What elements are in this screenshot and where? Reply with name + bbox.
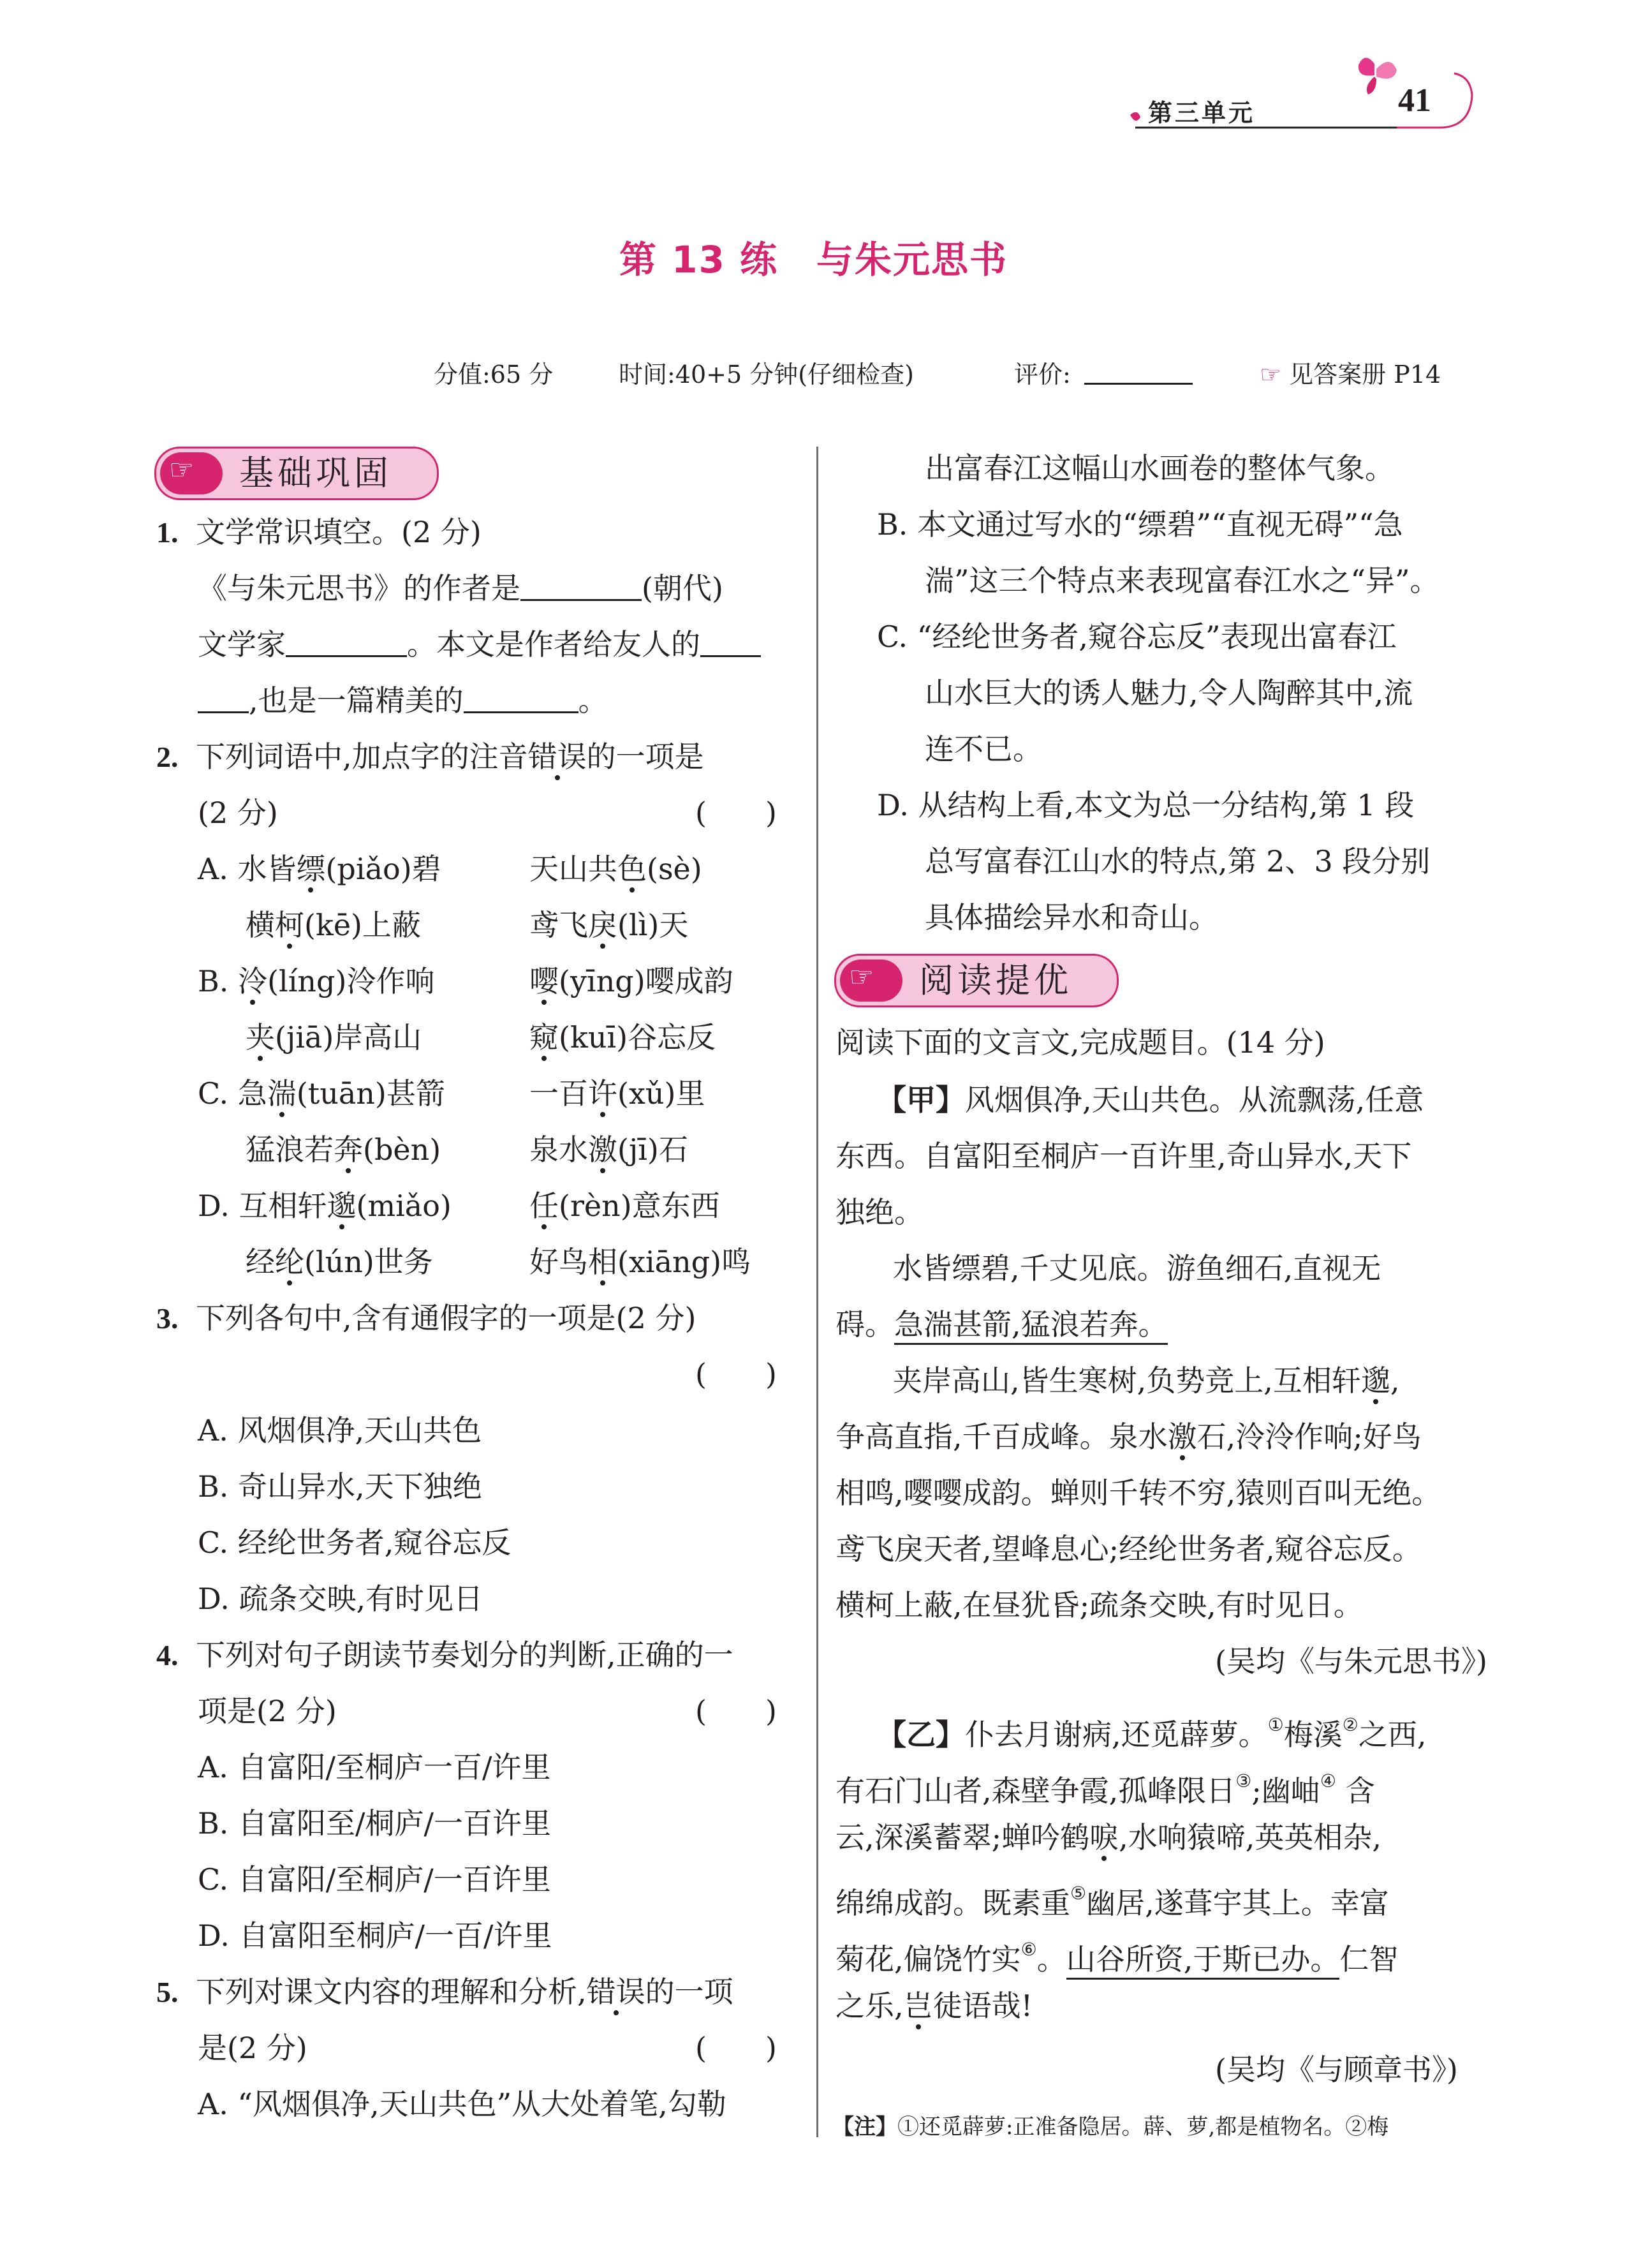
fill-text: 《与朱元思书》的作者是 [198,571,520,605]
question-number: 4. [156,1639,179,1671]
answer-ref-text: 见答案册 P14 [1289,360,1441,389]
answer-blank[interactable] [464,686,578,713]
option-a: A. 自富阳/至桐庐一百/许里 [198,1750,551,1784]
underlined-sentence: 山谷所资,于斯已办。 [1066,1942,1340,1980]
option-d2: 任(rèn)意东西 [529,1189,720,1223]
passage-jia-line: 夹岸高山,皆生寒树,负势竞上,互相轩邈, [893,1363,1400,1398]
option-a-line2: 出富春江这幅山水画卷的整体气象。 [925,451,1394,485]
section-banner-basic [154,447,439,500]
column-divider [816,447,818,2137]
option-b1: B. 泠(líng)泠作响 [198,964,435,998]
passage-jia-line: 碍。急湍甚箭,猛浪若奔。 [836,1296,1168,1353]
answer-blank[interactable] [520,574,642,601]
option-a2: 天山共色(sè) [529,852,702,886]
question-number: 3. [156,1302,179,1335]
answer-ref [1260,355,1441,390]
source-citation: (吴均《与朱元思书》) [1215,1644,1487,1679]
score-info: 分值:65 分 [434,360,554,389]
passage-jia-line: 东西。自富阳至桐庐一百许里,奇山异水,天下 [836,1139,1412,1173]
pointing-hand-icon: ☞ [1260,360,1282,389]
option-c: C. 经纶世务者,窥谷忘反 [198,1525,512,1560]
pointing-hand-icon: ☞ [849,961,874,993]
source-citation: (吴均《与顾章书》) [1215,2052,1458,2087]
option-b: B. 奇山异水,天下独绝 [198,1469,482,1504]
question-4-stem2: 项是(2 分) [198,1694,337,1728]
option-b-line2: 湍”这三个特点来表现富春江水之“异”。 [925,563,1439,598]
passage-yi-line: 有石门山者,森壁争霞,孤峰限日③;幽岫④ 含 [836,1770,1375,1808]
question-2-stem [156,729,704,785]
page-title: 第 13 练 与朱元思书 [619,238,1008,281]
fill-text: ,也是一篇精美的 [249,683,464,718]
option-a3: 横柯(kē)上蔽 [246,908,421,942]
note-label: 【注】 [832,2114,897,2140]
option-d-line1: D. 从结构上看,本文为总一分结构,第 1 段 [877,788,1415,822]
option-d1: D. 互相轩邈(miǎo) [198,1189,452,1223]
passage-yi-line: 菊花,偏饶竹实⑥。山谷所资,于斯已办。仁智 [836,1922,1398,1978]
reading-intro: 阅读下面的文言文,完成题目。(14 分) [836,1025,1325,1060]
question-1-line2 [198,616,761,672]
question-2-score: (2 分) [198,796,278,830]
fill-text: 。 [578,683,608,718]
butterfly-icon [1358,57,1397,94]
option-c: C. 自富阳/至桐庐/一百许里 [198,1862,551,1897]
option-c-line3: 连不已。 [925,732,1042,766]
answer-paren[interactable]: ( ) [695,2031,777,2065]
answer-blank[interactable] [286,630,407,657]
passage-label: 【甲】 [877,1083,965,1117]
option-c4: 泉水激(jī)石 [529,1132,688,1167]
question-text: 的一项 [645,1975,733,2009]
time-info: 时间:40+5 分钟(仔细检查) [619,360,914,389]
passage-jia-line: 相鸣,嘤嘤成韵。蝉则千转不穷,猿则百叫无绝。 [836,1476,1441,1510]
unit-label: 第三单元 [1148,99,1256,127]
passage-yi-line: 之乐,岂徒语哉! [836,1989,1033,2023]
note-text: ①还觅薜萝:正准备隐居。薜、萝,都是植物名。②梅 [897,2114,1389,2140]
passage-jia-line: 横柯上蔽,在昼犹昏;疏条交映,有时见日。 [836,1588,1363,1622]
option-c-line2: 山水巨大的诱人魅力,令人陶醉其中,流 [925,676,1413,710]
evaluation-label: 评价: [1014,360,1071,389]
answer-blank[interactable] [198,686,249,713]
answer-paren[interactable]: ( ) [695,1694,777,1728]
option-d4: 好鸟相(xiāng)鸣 [529,1245,751,1279]
passage-jia-line: 争高直指,千百成峰。泉水激石,泠泠作响;好鸟 [836,1419,1422,1454]
option-c1: C. 急湍(tuān)甚箭 [198,1076,445,1111]
question-number: 2. [156,741,179,773]
question-1-stem [156,504,482,560]
question-text: 下列对句子朗读节奏划分的判断,正确的一 [196,1638,733,1672]
answer-blank[interactable] [700,630,761,657]
question-text: 的一项是 [586,739,704,774]
question-3-stem [156,1290,696,1346]
option-a4: 鸢飞戾(lì)天 [529,908,689,942]
passage-yi-line: 【乙】仆去月谢病,还觅薜萝。①梅溪②之西, [877,1714,1427,1752]
question-text: 下列对课文内容的理解和分析, [196,1975,587,2009]
option-d-line3: 具体描绘异水和奇山。 [925,900,1218,935]
option-d: D. 疏条交映,有时见日 [198,1582,483,1616]
question-number: 1. [156,516,179,549]
answer-paren[interactable]: ( ) [695,796,777,830]
option-a-line1: A. “风烟俱净,天山共色”从大处着笔,勾勒 [198,2087,726,2121]
question-1-line1 [198,560,723,616]
page-number: 41 [1398,82,1431,119]
option-a: A. 风烟俱净,天山共色 [198,1413,482,1448]
question-4-stem [156,1627,733,1683]
passage-jia-line: 水皆缥碧,千丈见底。游鱼细石,直视无 [893,1251,1381,1286]
option-c3: 猛浪若奔(bèn) [246,1132,441,1167]
option-d3: 经纶(lún)世务 [246,1245,433,1279]
option-b2: 嘤(yīng)嘤成韵 [529,964,733,998]
option-d: D. 自富阳至桐庐/一百/许里 [198,1918,552,1953]
fill-text: 文学家 [198,627,286,662]
option-b-line1: B. 本文通过写水的“缥碧”“直视无碍”“急 [877,507,1403,542]
passage-jia-line: 【甲】风烟俱净,天山共色。从流飘荡,任意 [877,1083,1424,1117]
option-c2: 一百许(xǔ)里 [529,1076,705,1111]
question-1-line3 [198,672,608,729]
emphasis-text: 错误 [586,1975,645,2009]
option-b4: 窥(kuī)谷忘反 [529,1020,716,1055]
section-title: 基础巩固 [239,453,392,493]
question-text: 下列词语中,加点字的注音 [196,739,528,774]
footnote [832,2099,1388,2155]
option-c-line1: C. “经纶世务者,窥谷忘反”表现出富春江 [877,619,1397,654]
option-d-line2: 总写富春江山水的特点,第 2、3 段分别 [925,844,1431,878]
option-a1: A. 水皆缥(piǎo)碧 [198,852,441,886]
passage-yi-line: 绵绵成韵。既素重⑤幽居,遂葺宇其上。幸富 [836,1883,1389,1920]
pointing-hand-icon: ☞ [169,454,195,486]
question-text: 下列各句中,含有通假字的一项是(2 分) [196,1301,696,1335]
passage-label: 【乙】 [877,1717,965,1752]
option-b: B. 自富阳至/桐庐/一百许里 [198,1806,552,1841]
underlined-sentence: 急湍甚箭,猛浪若奔。 [894,1307,1168,1345]
option-b3: 夹(jiā)岸高山 [246,1020,422,1055]
question-5-stem [156,1964,733,2020]
passage-jia-line: 鸢飞戾天者,望峰息心;经纶世务者,窥谷忘反。 [836,1532,1422,1566]
passage-yi-line: 云,深溪蓄翠;蝉吟鹤唳,水响猿啼,英英相杂, [836,1820,1381,1855]
emphasis-text: 错误 [527,739,587,774]
passage-jia-line: 独绝。 [836,1195,924,1229]
question-text: 文学常识填空。(2 分) [196,515,482,549]
evaluation-blank[interactable] [1084,383,1193,385]
section-banner-reading [834,954,1119,1007]
section-title: 阅读提优 [919,960,1072,1000]
fill-text: 。本文是作者给友人的 [407,627,700,662]
question-5-stem2: 是(2 分) [198,2031,307,2065]
fill-text: (朝代) [642,571,723,605]
answer-paren[interactable]: ( ) [695,1357,777,1391]
question-number: 5. [156,1976,179,2008]
